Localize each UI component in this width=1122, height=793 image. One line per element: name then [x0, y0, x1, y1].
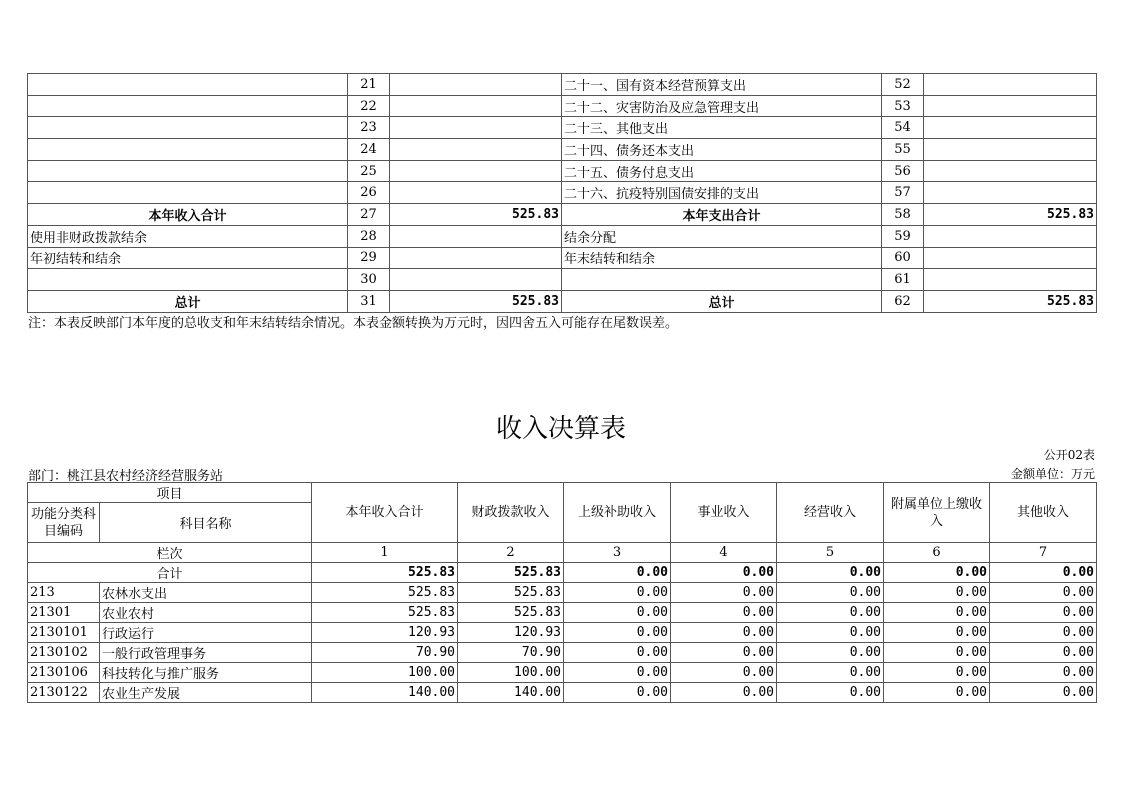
right-label: 年末结转和结余 [562, 247, 882, 269]
left-amount: 525.83 [390, 204, 562, 226]
left-label [28, 117, 348, 139]
summary-row [28, 269, 1097, 291]
total-value: 525.83 [312, 563, 458, 583]
left-amount [390, 139, 562, 161]
right-line-number: 62 [882, 290, 924, 312]
amount-cell: 0.00 [671, 583, 777, 603]
amount-cell: 0.00 [884, 643, 990, 663]
amount-cell: 0.00 [884, 663, 990, 683]
table-row [28, 683, 1097, 703]
subject-name: 农业农村 [100, 603, 312, 623]
summary-row [28, 95, 1097, 117]
table-row [28, 603, 1097, 623]
summary-row [28, 74, 1097, 96]
left-line-number: 22 [348, 95, 390, 117]
total-row [28, 563, 1097, 583]
amount-cell: 70.90 [458, 643, 564, 663]
right-label: 二十二、灾害防治及应急管理支出 [562, 95, 882, 117]
right-amount: 525.83 [924, 204, 1097, 226]
left-label [28, 139, 348, 161]
right-line-number: 58 [882, 204, 924, 226]
amount-cell: 0.00 [990, 643, 1097, 663]
total-value: 0.00 [884, 563, 990, 583]
amount-cell: 0.00 [990, 623, 1097, 643]
amount-cell: 0.00 [671, 683, 777, 703]
amount-cell: 0.00 [671, 603, 777, 623]
amount-cell: 100.00 [312, 663, 458, 683]
amount-cell: 0.00 [564, 583, 671, 603]
header-item: 项目 [28, 483, 312, 503]
right-amount [924, 160, 1097, 182]
right-label: 二十五、债务付息支出 [562, 160, 882, 182]
left-label: 总计 [28, 290, 348, 312]
total-value: 525.83 [458, 563, 564, 583]
amount-cell: 0.00 [990, 683, 1097, 703]
right-line-number: 53 [882, 95, 924, 117]
left-line-number: 31 [348, 290, 390, 312]
subject-code: 213 [28, 583, 100, 603]
left-line-number: 25 [348, 160, 390, 182]
total-value: 0.00 [671, 563, 777, 583]
left-line-number: 24 [348, 139, 390, 161]
subject-code: 2130102 [28, 643, 100, 663]
total-value: 0.00 [777, 563, 884, 583]
left-amount [390, 95, 562, 117]
amount-cell: 0.00 [564, 663, 671, 683]
subject-name: 行政运行 [100, 623, 312, 643]
amount-cell: 0.00 [777, 623, 884, 643]
left-label [28, 160, 348, 182]
subject-name: 科技转化与推广服务 [100, 663, 312, 683]
amount-cell: 0.00 [884, 683, 990, 703]
amount-cell: 100.00 [458, 663, 564, 683]
right-label: 二十三、其他支出 [562, 117, 882, 139]
header-lanci: 栏次 [28, 543, 312, 563]
right-amount [924, 117, 1097, 139]
subject-code: 21301 [28, 603, 100, 623]
col-number: 1 [312, 543, 458, 563]
summary-row [28, 247, 1097, 269]
table-note: 注：本表反映部门本年度的总收支和年末结转结余情况。本表金额转换为万元时，因四舍五入可能存在尾数误差。 [28, 316, 679, 331]
amount-cell: 70.90 [312, 643, 458, 663]
right-line-number: 54 [882, 117, 924, 139]
amount-cell: 525.83 [458, 603, 564, 623]
header-col-1: 本年收入合计 [312, 483, 458, 543]
col-number: 5 [777, 543, 884, 563]
left-line-number: 28 [348, 225, 390, 247]
amount-cell: 525.83 [458, 583, 564, 603]
summary-table [27, 73, 1097, 313]
left-line-number: 27 [348, 204, 390, 226]
right-line-number: 61 [882, 269, 924, 291]
left-amount [390, 160, 562, 182]
right-amount [924, 95, 1097, 117]
total-label: 合计 [28, 563, 312, 583]
table-row [28, 623, 1097, 643]
header-col-3: 上级补助收入 [564, 483, 671, 543]
left-amount [390, 117, 562, 139]
left-line-number: 30 [348, 269, 390, 291]
summary-row [28, 160, 1097, 182]
col-number: 3 [564, 543, 671, 563]
right-line-number: 57 [882, 182, 924, 204]
unit-label: 金额单位：万元 [1010, 467, 1095, 481]
subject-code: 2130122 [28, 683, 100, 703]
right-label: 总计 [562, 290, 882, 312]
left-amount [390, 269, 562, 291]
right-label: 本年支出合计 [562, 204, 882, 226]
left-amount [390, 247, 562, 269]
summary-row [28, 225, 1097, 247]
right-amount [924, 247, 1097, 269]
col-number: 6 [884, 543, 990, 563]
amount-cell: 120.93 [312, 623, 458, 643]
amount-cell: 140.00 [312, 683, 458, 703]
amount-cell: 0.00 [671, 663, 777, 683]
summary-row [28, 204, 1097, 226]
col-number: 2 [458, 543, 564, 563]
header-name: 科目名称 [100, 503, 312, 543]
right-line-number: 52 [882, 74, 924, 96]
amount-cell: 525.83 [312, 603, 458, 623]
left-label: 使用非财政拨款结余 [28, 225, 348, 247]
left-line-number: 23 [348, 117, 390, 139]
form-number: 公开02表 [1043, 448, 1095, 462]
left-label: 本年收入合计 [28, 204, 348, 226]
right-line-number: 59 [882, 225, 924, 247]
department-label: 部门：桃江县农村经济经营服务站 [28, 469, 224, 484]
header-col-2: 财政拨款收入 [458, 483, 564, 543]
subject-code: 2130101 [28, 623, 100, 643]
right-label: 二十六、抗疫特别国债安排的支出 [562, 182, 882, 204]
amount-cell: 525.83 [312, 583, 458, 603]
left-line-number: 26 [348, 182, 390, 204]
col-number: 4 [671, 543, 777, 563]
right-label: 二十一、国有资本经营预算支出 [562, 74, 882, 96]
amount-cell: 0.00 [564, 643, 671, 663]
subject-name: 一般行政管理事务 [100, 643, 312, 663]
header-col-4: 事业收入 [671, 483, 777, 543]
right-amount [924, 74, 1097, 96]
summary-row [28, 290, 1097, 312]
total-value: 0.00 [564, 563, 671, 583]
amount-cell: 0.00 [990, 583, 1097, 603]
header-col-5: 经营收入 [777, 483, 884, 543]
amount-cell: 0.00 [884, 603, 990, 623]
page-title: 收入决算表 [495, 414, 626, 444]
right-label [562, 269, 882, 291]
subject-code: 2130106 [28, 663, 100, 683]
right-amount [924, 139, 1097, 161]
total-value: 0.00 [990, 563, 1097, 583]
left-label: 年初结转和结余 [28, 247, 348, 269]
subject-name: 农业生产发展 [100, 683, 312, 703]
amount-cell: 120.93 [458, 623, 564, 643]
right-line-number: 60 [882, 247, 924, 269]
amount-cell: 0.00 [777, 603, 884, 623]
header-col-6: 附属单位上缴收入 [884, 483, 990, 543]
left-line-number: 21 [348, 74, 390, 96]
right-amount [924, 225, 1097, 247]
header-row-1 [28, 483, 1097, 503]
income-table [27, 482, 1097, 703]
table-row [28, 663, 1097, 683]
right-line-number: 56 [882, 160, 924, 182]
summary-row [28, 182, 1097, 204]
left-label [28, 182, 348, 204]
table-row [28, 583, 1097, 603]
header-col-7: 其他收入 [990, 483, 1097, 543]
right-amount: 525.83 [924, 290, 1097, 312]
amount-cell: 0.00 [671, 623, 777, 643]
left-amount [390, 182, 562, 204]
subject-name: 农林水支出 [100, 583, 312, 603]
amount-cell: 0.00 [671, 643, 777, 663]
header-row-3 [28, 543, 1097, 563]
col-number: 7 [990, 543, 1097, 563]
amount-cell: 0.00 [777, 583, 884, 603]
right-line-number: 55 [882, 139, 924, 161]
header-code: 功能分类科目编码 [28, 503, 100, 543]
right-label: 二十四、债务还本支出 [562, 139, 882, 161]
left-line-number: 29 [348, 247, 390, 269]
summary-row [28, 139, 1097, 161]
left-label [28, 269, 348, 291]
amount-cell: 0.00 [777, 683, 884, 703]
amount-cell: 0.00 [564, 603, 671, 623]
amount-cell: 0.00 [884, 583, 990, 603]
right-amount [924, 269, 1097, 291]
amount-cell: 0.00 [564, 683, 671, 703]
amount-cell: 140.00 [458, 683, 564, 703]
table-row [28, 643, 1097, 663]
amount-cell: 0.00 [777, 663, 884, 683]
amount-cell: 0.00 [777, 643, 884, 663]
left-label [28, 95, 348, 117]
left-amount [390, 74, 562, 96]
amount-cell: 0.00 [990, 603, 1097, 623]
amount-cell: 0.00 [884, 623, 990, 643]
right-amount [924, 182, 1097, 204]
left-label [28, 74, 348, 96]
left-amount [390, 225, 562, 247]
amount-cell: 0.00 [564, 623, 671, 643]
amount-cell: 0.00 [990, 663, 1097, 683]
right-label: 结余分配 [562, 225, 882, 247]
left-amount: 525.83 [390, 290, 562, 312]
summary-row [28, 117, 1097, 139]
